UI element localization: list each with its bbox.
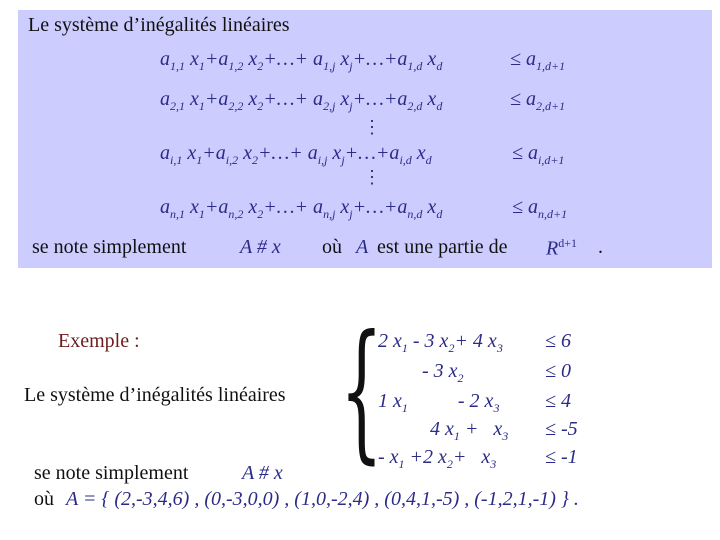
definition-note-where: où (322, 236, 342, 258)
inequality-row-2: $a_{2,1}$ $x_1+a_{2,2}$ $x_2+\dots+ a_{2,j}$ $x_j+\dots+a_{2,d}$ $x_d$ (160, 88, 443, 113)
example-row-2-rhs: ≤ 0 (545, 360, 571, 382)
inequality-row-n: $a_{n,1}$ $x_1+a_{n,2}$ $x_2+\dots+ a_{n,j}$ $x_j+\dots+a_{n,d}$ $x_d$ (160, 196, 443, 221)
inequality-row-n-rhs: ≤ $a_{n,d+1}$ (512, 196, 568, 221)
example-row-4-rhs: ≤ -5 (545, 418, 578, 440)
example-row-1: 2 $x_1 - 3$ $x_2+ 4$ $x_3$ (378, 330, 503, 355)
definition-note-end: . (598, 236, 603, 258)
example-row-2: - 3 $x_2$ (422, 360, 464, 385)
example-row-3-rhs: ≤ 4 (545, 390, 571, 412)
example-where-formula: A = { (2,-3,4,6) , (0,-3,0,0) , (1,0,-2,4) , (0,4,1,-5) , (-1,2,1,-1) } . (66, 488, 579, 510)
inequality-row-1: $a_{1,1}$ $x_1+a_{1,2}$ $x_2+\dots+ a_{1,j}$ $x_j+\dots+a_{1,d}$ $x_d$ (160, 48, 443, 73)
definition-intro: Le système d’inégalités linéaires (28, 14, 290, 36)
example-row-5-rhs: ≤ -1 (545, 446, 578, 468)
inequality-row-i: $a_{i,1}$ $x_1+a_{i,2}$ $x_2+\dots+ a_{i,j}$ $x_j+\dots+a_{i,d}$ $x_d$ (160, 142, 432, 167)
inequality-row-i-rhs: ≤ $a_{i,d+1}$ (512, 142, 565, 167)
definition-note-A: A (356, 236, 369, 258)
definition-note-formula: A # x (240, 236, 281, 258)
vertical-dots-2: ⋮ (363, 167, 381, 187)
example-row-3: 1 $x_1$ - 2 $x_3$ (378, 390, 500, 415)
example-note-formula: A # x (242, 462, 283, 484)
example-note-prefix: se note simplement (34, 462, 189, 484)
example-title: Exemple : (58, 330, 140, 352)
example-intro: Le système d’inégalités linéaires (24, 384, 286, 406)
example-where-prefix: où (34, 488, 54, 510)
inequality-row-2-rhs: ≤ $a_{2,d+1}$ (510, 88, 566, 113)
vertical-dots-1: ⋮ (363, 117, 381, 137)
example-row-4: 4 $x_1 + x_3$ (430, 418, 509, 443)
definition-note-R: $R^{d+1}$ (546, 236, 577, 260)
example-row-1-rhs: ≤ 6 (545, 330, 571, 352)
example-row-5: - $x_1 +2$ $x_2+ x_3$ (378, 446, 497, 471)
inequality-row-1-rhs: ≤ $a_{1,d+1}$ (510, 48, 566, 73)
definition-note-suffix: est une partie de (377, 236, 508, 258)
definition-note-prefix: se note simplement (32, 236, 187, 258)
left-brace-icon: { (340, 304, 383, 478)
